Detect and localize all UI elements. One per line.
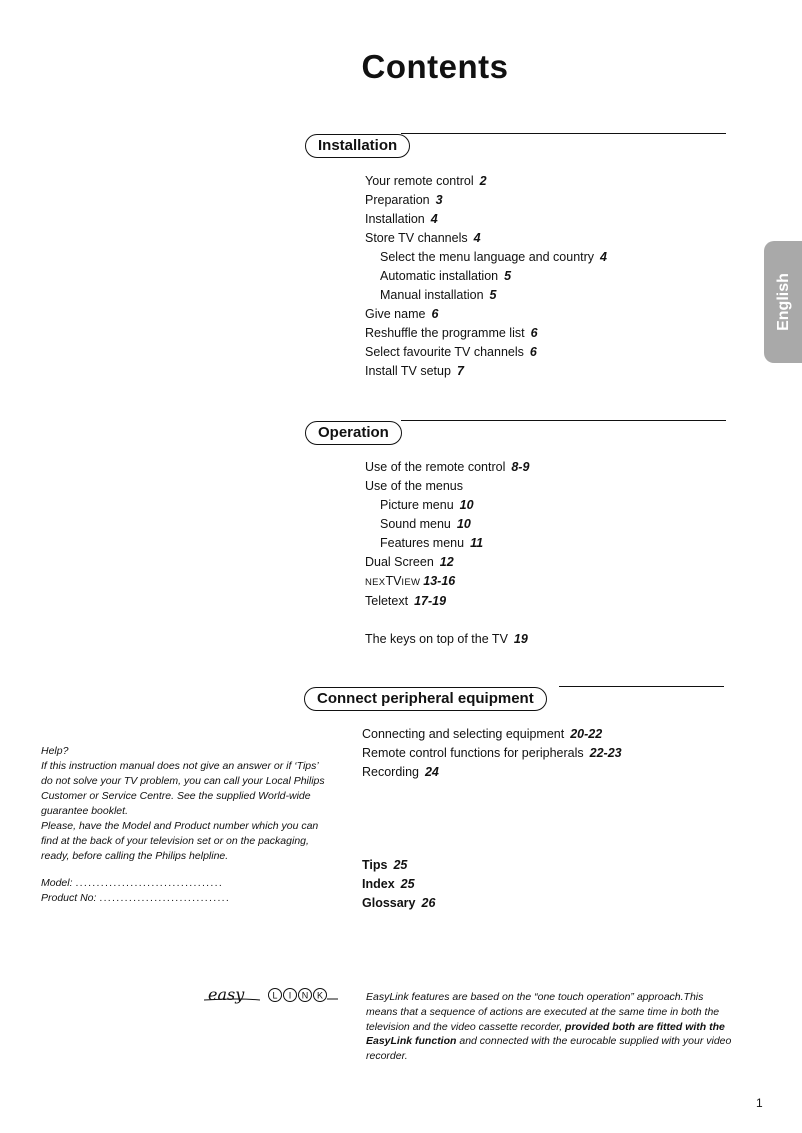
svg-text:K: K [316,990,324,1001]
section-header-installation [305,133,726,159]
section-rule [401,420,726,421]
toc-item: Use of the menus [365,479,463,493]
help-paragraph: If this instruction manual does not give an answer or if ‘Tips’ do not solve your TV problem, you can call your Local Philips Customer or Service Centre. See the supplied World-wide guarantee booklet. [41,760,325,817]
help-title: Help? [41,745,69,757]
toc-item: Dual Screen 12 [365,555,454,569]
toc-operation [365,458,529,649]
toc-item: Preparation 3 [365,193,443,207]
product-line: Product No: ............................... [41,892,231,904]
section-title-installation: Installation [305,134,410,158]
section-rule [401,133,726,134]
page-title: Contents [361,48,509,85]
section-rule [559,686,724,687]
toc-appendix [362,856,435,913]
section-title-operation: Operation [305,421,402,445]
toc-item: Teletext 17-19 [365,594,447,608]
toc-item: Tips 25 [362,858,408,872]
toc-item: Installation 4 [365,212,438,226]
help-paragraph: Please, have the Model and Product number which you can find at the back of your television set or on the packaging, ready, before calling the Philips helpline. [41,820,319,862]
svg-text:L: L [272,990,278,1001]
section-header-peripheral [304,686,724,712]
toc-item: Store TV channels 4 [365,231,481,245]
toc-item: Glossary 26 [362,896,436,910]
model-line: Model: ................................... [41,877,224,889]
easylink-description: EasyLink features are based on the “one touch operation” approach.This means that a sequence of actions are executed at the same time in both the television and the video cassette recorder, provided both are fitted with the EasyLink function and connected with the eurocable supplied with your video recorder. [366,991,732,1063]
page-number: 1 [756,1096,763,1110]
toc-item: Remote control functions for peripherals 22-23 [362,746,622,760]
section-header-operation [305,420,726,446]
toc-subitem: Automatic installation 5 [380,269,512,283]
toc-item: Connecting and selecting equipment 20-22 [362,727,603,741]
toc-item: Recording 24 [362,765,439,779]
toc-item: NEXTVIEW 13-16 [365,574,456,588]
help-note [41,744,331,864]
toc-item: Reshuffle the programme list 6 [365,326,538,340]
toc-item: Index 25 [362,877,415,891]
easylink-logo [200,985,340,1007]
toc-item: Your remote control 2 [365,174,487,188]
toc-subitem: Select the menu language and country 4 [380,250,607,264]
section-title-peripheral: Connect peripheral equipment [304,687,547,711]
svg-text:easy: easy [208,985,245,1004]
toc-item: Give name 6 [365,307,439,321]
toc-peripheral [362,725,622,782]
toc-subitem: Manual installation 5 [380,288,497,302]
language-tab [764,241,802,363]
svg-text:I: I [288,990,292,1001]
toc-item: The keys on top of the TV 19 [365,632,528,646]
language-tab-label: English [775,273,792,331]
toc-installation [365,172,607,381]
toc-item: Select favourite TV channels 6 [365,345,537,359]
toc-subitem: Features menu 11 [380,536,484,550]
toc-item: Install TV setup 7 [365,364,464,378]
toc-subitem: Picture menu 10 [380,498,474,512]
toc-subitem: Sound menu 10 [380,517,471,531]
toc-item: Use of the remote control 8-9 [365,460,530,474]
svg-text:N: N [301,990,309,1001]
